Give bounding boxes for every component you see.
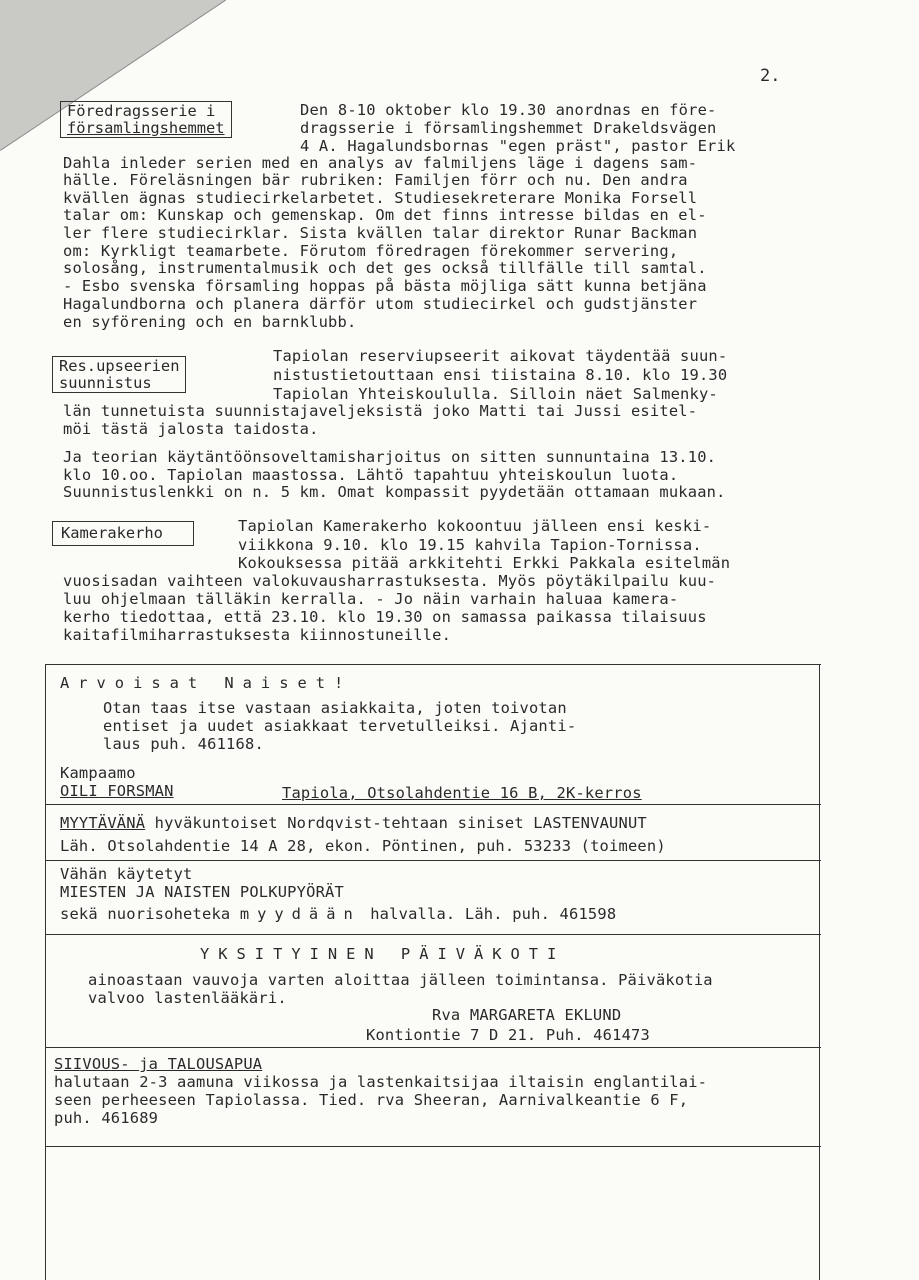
ad-line: Kampaamo	[60, 764, 136, 782]
paragraph-line: talar om: Kunskap och gemenskap. Om det finns intresse bildas en el-	[63, 206, 707, 224]
paragraph-line: Hagalundborna och planera därför utom studiecirkel och gudstjänster	[63, 295, 698, 313]
paragraph-line: luu ohjelmaan tälläkin kerralla. - Jo näin varhain haluaa kamera-	[63, 590, 679, 608]
ad-line	[60, 906, 616, 923]
paragraph-line: Den 8-10 oktober klo 19.30 anordnas en före-	[300, 101, 717, 119]
section-label-kamerakerho: Kamerakerho	[52, 521, 194, 546]
paragraph-line: kaitafilmiharrastuksesta kiinnostuneille.	[63, 626, 452, 644]
ad-line: entiset ja uudet asiakkaat tervetulleiksi. Ajanti-	[103, 717, 577, 735]
paragraph-line: Ja teorian käytäntöönsoveltamisharjoitus on sitten sunnuntaina 13.10.	[63, 448, 717, 466]
paragraph-line: Tapiolan Kamerakerho kokoontuu jälleen ensi keski-	[238, 517, 712, 535]
ad-divider	[45, 804, 821, 805]
section-label-foredrag	[60, 101, 232, 138]
ad-line: puh. 461689	[54, 1109, 159, 1127]
ad-divider	[45, 1146, 821, 1147]
ad-line: ainoastaan vauvoja varten aloittaa jälleen toimintansa. Päiväkotia	[88, 971, 713, 989]
ad-address: Kontiontie 7 D 21. Puh. 461473	[366, 1026, 650, 1044]
paragraph-line: Suunnistuslenkki on n. 5 km. Omat kompassit pyydetään ottamaan mukaan.	[63, 483, 726, 501]
ad-address: Tapiola, Otsolahdentie 16 B, 2K-kerros	[282, 784, 642, 802]
paragraph-line: kerho tiedottaa, että 23.10. klo 19.30 on samassa paikassa tilaisuus	[63, 608, 707, 626]
ad-heading: SIIVOUS- ja TALOUSAPUA	[54, 1055, 263, 1073]
paragraph-line: om: Kyrkligt teamarbete. Förutom föredragen förekommer servering,	[63, 242, 679, 260]
ad-heading: Arvoisat Naiset!	[60, 674, 353, 692]
paragraph-line: vuosisadan vaihteen valokuvausharrastuksesta. Myös pöytäkilpailu kuu-	[63, 572, 717, 590]
paragraph-line: - Esbo svenska församling hoppas på bästa möjliga sätt kunna betjäna	[63, 277, 707, 295]
paragraph-line: en syförening och en barnklubb.	[63, 313, 357, 331]
paragraph-line: dragsserie i församlingshemmet Drakeldsvägen	[300, 119, 717, 137]
ad-line: Vähän käytetyt	[60, 865, 193, 883]
paragraph-line: 4 A. Hagalundsbornas "egen präst", pastor Erik	[300, 137, 736, 155]
ad-divider	[45, 934, 821, 935]
label-line: Res.upseerien	[59, 357, 180, 375]
paragraph-line: län tunnetuista suunnistajaveljeksistä joko Matti tai Jussi esitel-	[63, 402, 698, 420]
ad-line: Otan taas itse vastaan asiakkaita, joten toivotan	[103, 699, 567, 717]
paragraph-line: klo 10.oo. Tapiolan maastossa. Lähtö tapahtuu yhteiskoulun luota.	[63, 466, 679, 484]
ad-line: laus puh. 461168.	[103, 735, 264, 753]
ad-keyword: myydään	[239, 905, 361, 923]
ad-heading: YKSITYINEN PÄIVÄKOTI	[200, 945, 566, 963]
ad-line	[60, 815, 647, 832]
paragraph-line: Tapiolan reserviupseerit aikovat täydentää suun-	[273, 347, 728, 365]
ad-line: valvoo lastenlääkäri.	[88, 989, 287, 1007]
section-label-suunnistus	[52, 356, 186, 393]
ad-line: MIESTEN JA NAISTEN POLKUPYÖRÄT	[60, 883, 344, 901]
paragraph-line: Kokouksessa pitää arkkitehti Erkki Pakkala esitelmän	[238, 554, 731, 572]
ad-signer: Rva MARGARETA EKLUND	[432, 1006, 622, 1024]
ad-divider	[45, 860, 821, 861]
ad-text: halvalla. Läh. puh. 461598	[360, 905, 617, 923]
ad-text: hyväkuntoiset Nordqvist-tehtaan siniset LASTENVAUNUT	[145, 814, 647, 832]
paragraph-line: viikkona 9.10. klo 19.15 kahvila Tapion-Tornissa.	[238, 536, 702, 554]
ad-line: seen perheeseen Tapiolassa. Tied. rva Sheeran, Aarnivalkeantie 6 F,	[54, 1091, 689, 1109]
ad-line: Läh. Otsolahdentie 14 A 28, ekon. Pöntinen, puh. 53233 (toimeen)	[60, 837, 666, 855]
ad-keyword: MYYTÄVÄNÄ	[60, 814, 146, 832]
paragraph-line: nistustietouttaan ensi tiistaina 8.10. klo 19.30	[273, 366, 728, 384]
paragraph-line: solosång, instrumentalmusik och det ges också tillfälle till samtal.	[63, 259, 707, 277]
paragraph-line: ler flere studiecirklar. Sista kvällen talar direktor Runar Backman	[63, 224, 698, 242]
label-line: suunnistus	[59, 373, 152, 392]
paragraph-line: Dahla inleder serien med en analys av falmiljens läge i dagens sam-	[63, 154, 698, 172]
label-line: Föredragsserie i	[67, 102, 216, 120]
business-name: OILI FORSMAN	[60, 782, 174, 800]
ad-text: sekä nuorisoheteka	[60, 905, 240, 923]
ad-divider	[45, 664, 821, 665]
paragraph-line: hälle. Föreläsningen bär rubriken: Familjen förr och nu. Den andra	[63, 171, 688, 189]
page-number: 2.	[760, 66, 781, 86]
ad-line: halutaan 2-3 aamuna viikossa ja lastenkaitsijaa iltaisin englantilai-	[54, 1073, 708, 1091]
paragraph-line: Tapiolan Yhteiskoululla. Silloin näet Salmenky-	[273, 385, 718, 403]
label-line: församlingshemmet	[67, 118, 225, 137]
paragraph-line: kvällen ägnas studiecirkelarbetet. Studiesekreterare Monika Forsell	[63, 189, 698, 207]
ad-divider	[45, 1047, 821, 1048]
paragraph-line: möi tästä jalosta taidosta.	[63, 420, 319, 438]
